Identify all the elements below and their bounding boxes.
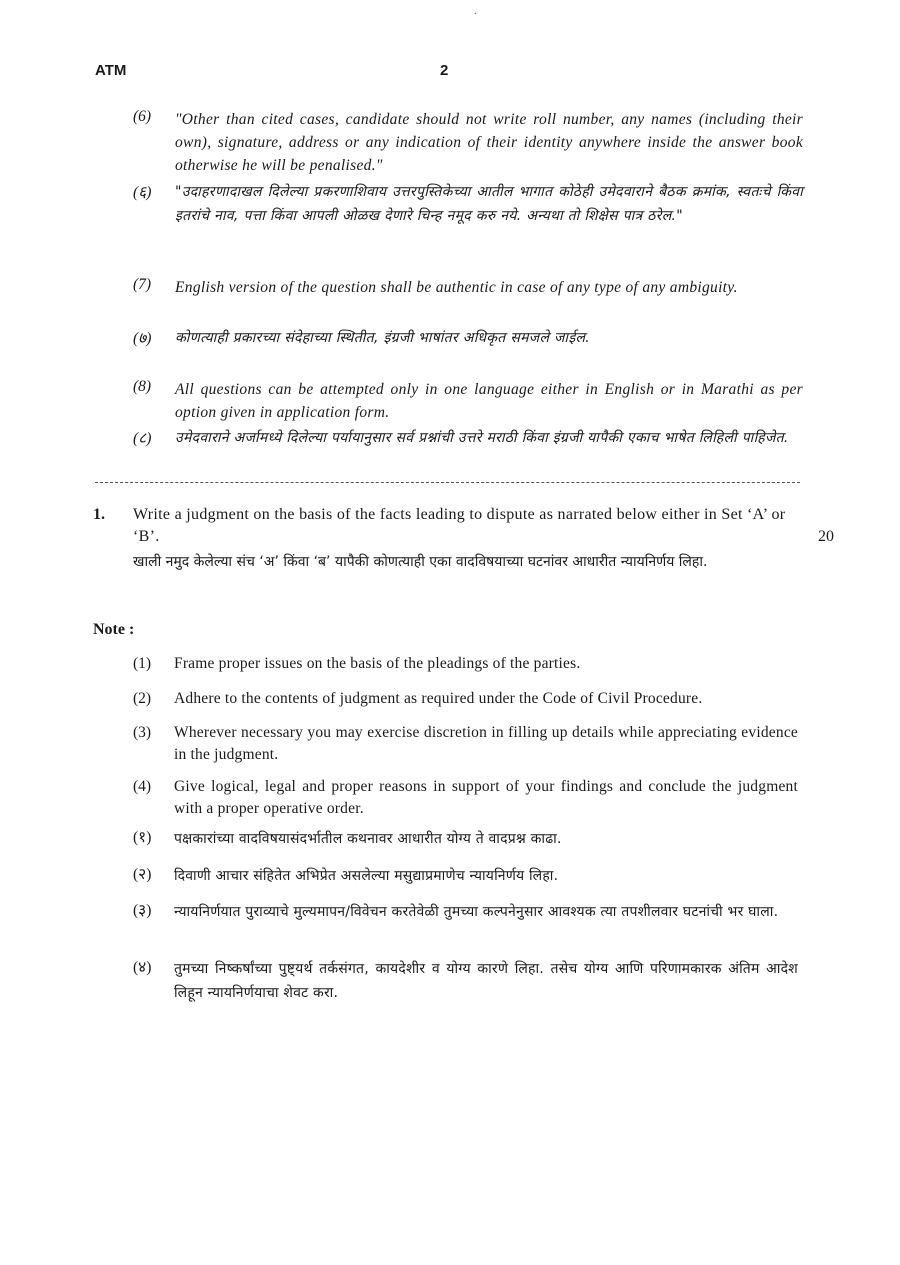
- question-number: 1.: [93, 506, 105, 523]
- instruction-7-mr: [133, 326, 803, 350]
- instruction-text: "Other than cited cases, candidate should not write roll number, any names (including their own), signature, address or any indication of their identity anywhere inside the answer book otherwise he will be penalised.": [175, 111, 803, 174]
- instruction-number: (६): [133, 184, 152, 201]
- note-item-3-mr: [133, 900, 798, 924]
- page-number: 2: [440, 62, 449, 79]
- note-item-2-mr: [133, 864, 798, 888]
- question-text-mr: खाली नमुद केलेल्या संच ‘अ’ किंवा ‘ब’ यापैकी कोणत्याही एका वादविषयाच्या घटनांवर आधारीत न्यायनिर्णय लिहा.: [133, 554, 708, 570]
- instruction-text: English version of the question shall be authentic in case of any type of any ambiguity.: [175, 279, 738, 296]
- note-item-text: न्यायनिर्णयात पुराव्याचे मुल्यमापन/विवेचन करतेवेळी तुमच्या कल्पनेनुसार आवश्यक त्या तपशीलवार घटनांची भर घाला.: [174, 904, 779, 920]
- instruction-number: (8): [133, 378, 152, 395]
- note-item-number: (2): [133, 690, 152, 707]
- note-item-number: (१): [133, 829, 152, 846]
- note-item-2: [133, 688, 798, 710]
- question-text-en: Write a judgment on the basis of the facts leading to dispute as narrated below either in Set ‘A’ or ‘B’.: [133, 506, 786, 545]
- instruction-text: उमेदवाराने अर्जामध्ये दिलेल्या पर्यायानुसार सर्व प्रश्नांची उत्तरे मराठी किंवा इंग्रजी यापैकी एकाच भाषेत लिहिली पाहिजेत.: [175, 430, 789, 446]
- note-item-1: [133, 653, 798, 675]
- instruction-number: (७): [133, 330, 152, 347]
- instruction-8-en: [133, 378, 803, 424]
- page-mark: .: [474, 6, 477, 17]
- note-item-number: (4): [133, 778, 152, 795]
- note-item-4: [133, 776, 798, 820]
- note-item-text: तुमच्या निष्कर्षांच्या पुष्ट्यर्थ तर्कसंगत, कायदेशीर व योग्य कारणे लिहा. तसेच योग्य आणि परिणामकारक अंतिम आदेश लिहून न्यायनिर्णयाचा शेवट करा.: [174, 961, 798, 1001]
- instruction-7-en: [133, 276, 803, 299]
- dashed-divider: [95, 482, 800, 483]
- paper-code: ATM: [95, 62, 127, 79]
- note-item-text: Adhere to the contents of judgment as required under the Code of Civil Procedure.: [174, 690, 703, 707]
- note-item-number: (२): [133, 866, 152, 883]
- instruction-6-mr: [133, 180, 803, 228]
- note-heading: Note :: [93, 621, 135, 638]
- instruction-number: (८): [133, 430, 152, 447]
- note-item-number: (४): [133, 959, 152, 976]
- note-item-text: Wherever necessary you may exercise discretion in filling up details while appreciating evidence in the judgment.: [174, 724, 798, 763]
- instruction-6-en: [133, 108, 803, 177]
- note-item-3: [133, 722, 798, 766]
- note-item-text: पक्षकारांच्या वादविषयासंदर्भातील कथनावर आधारीत योग्य ते वादप्रश्न काढा.: [174, 831, 562, 847]
- note-item-text: दिवाणी आचार संहितेत अभिप्रेत असलेल्या मसुद्याप्रमाणेच न्यायनिर्णय लिहा.: [174, 868, 559, 884]
- note-item-number: (3): [133, 724, 152, 741]
- instruction-text: कोणत्याही प्रकारच्या संदेहाच्या स्थितीत, इंग्रजी भाषांतर अधिकृत समजले जाईल.: [175, 330, 591, 346]
- instruction-number: (7): [133, 276, 152, 293]
- note-item-1-mr: [133, 827, 798, 851]
- question-marks: 20: [818, 528, 834, 545]
- instruction-number: (6): [133, 108, 152, 125]
- note-item-text: Give logical, legal and proper reasons in support of your findings and conclude the judgment with a proper operative order.: [174, 778, 798, 817]
- instruction-text: "उदाहरणादाखल दिलेल्या प्रकरणाशिवाय उत्तरपुस्तिकेच्या आतील भागात कोठेही उमेदवाराने बैठक क्रमांक, स्वतःचे किंवा इतरांचे नाव, पत्ता किंवा आपली ओळख देणारे चिन्ह नमूद करु नये. अन्यथा तो शिक्षेस पात्र ठरेल.": [175, 184, 803, 224]
- instruction-8-mr: [133, 426, 803, 450]
- note-item-number: (1): [133, 655, 152, 672]
- note-item-number: (३): [133, 902, 152, 919]
- note-item-text: Frame proper issues on the basis of the pleadings of the parties.: [174, 655, 581, 672]
- note-item-4-mr: [133, 957, 798, 1005]
- instruction-text: All questions can be attempted only in one language either in English or in Marathi as per option given in application form.: [175, 381, 803, 421]
